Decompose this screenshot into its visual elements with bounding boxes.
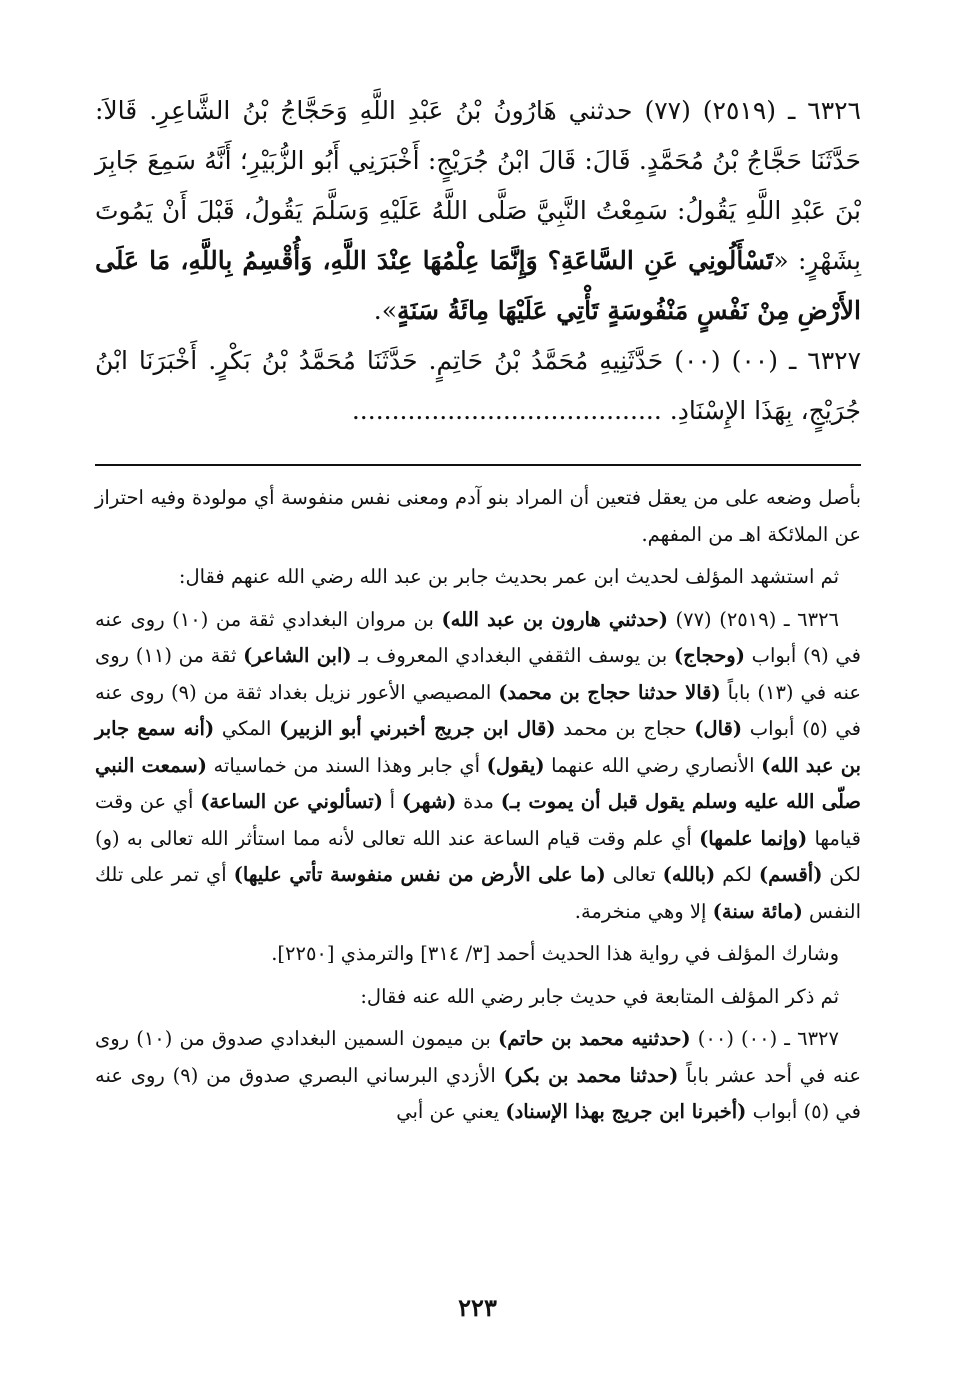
commentary-p3-b6: (قال ابن جريج أخبرني أبو الزبير) <box>279 717 556 740</box>
commentary-section <box>95 480 861 1131</box>
commentary-p3-t10: مدة <box>456 790 501 813</box>
commentary-p3-t12: أي عن وقت قيامها <box>95 790 861 850</box>
commentary-paragraph-3 <box>95 602 861 931</box>
commentary-p3-b2: (وحجاج) <box>673 644 745 667</box>
hadith-6327-line-1: ٦٣٢٧ ـ (٠٠) (٠٠) حَدَّثَنِيهِ مُحَمَّدُ بْنُ حَاتِمٍ. حَدَّثَنَا مُحَمَّدُ بْنُ بَكْرٍ. <box>208 346 861 375</box>
hadith-6326-line-5-end: ». <box>373 296 398 325</box>
commentary-p3-b3: (ابن الشاعر) <box>243 644 352 667</box>
commentary-p3-t6: حجاج بن محمد <box>555 717 695 740</box>
commentary-p6-b3: (أخبرنا ابن جريج بهذا الإسناد) <box>505 1100 747 1123</box>
commentary-p3-t5: المصيصي الأعور نزيل بغداد ثقة من (٩) روى عنه في (٥) أبواب <box>95 680 861 740</box>
commentary-p3-b11: (تسألوني عن الساعة) <box>200 790 383 813</box>
commentary-p6-b1: (حدثنيه محمد بن حاتم) <box>497 1027 691 1050</box>
commentary-p3-t17: إلا وهي منخرمة. <box>574 899 713 923</box>
commentary-p3-b7: (أنه سمع جابر بن عبد الله) <box>95 717 861 777</box>
commentary-paragraph-6 <box>95 1021 861 1131</box>
commentary-p6-t3: الأزدي البرساني البصري صدوق من (٩) روى عنه في (٥) أبواب <box>95 1063 861 1123</box>
book-page <box>95 86 861 1137</box>
commentary-p3-b16: (مائة سنة) <box>712 899 803 923</box>
commentary-p6-t1: ٦٣٢٧ ـ (٠٠) (٠٠) <box>690 1027 840 1050</box>
commentary-p3-t4: ثقة من (١١) روى عنه في (١٣) باباً <box>95 644 861 704</box>
hadith-6327-dots: ....................................... <box>351 396 662 425</box>
hadith-6326-line-1: ٦٣٢٦ ـ (٢٥١٩) (٧٧) حدثني هَارُونُ بْنُ عَبْدِ اللَّهِ وَحَجَّاجُ بْنُ الشَّاعِرِ. <box>149 96 861 125</box>
commentary-p3-b4: (قالا حدثنا حجاج بن محمد) <box>498 680 721 704</box>
commentary-p3-t1: ٦٣٢٦ ـ (٢٥١٩) (٧٧) <box>667 607 840 631</box>
hadith-6326-line-2: قَالاَ: حَدَّثَنَا حَجَّاجُ بْنُ مُحَمَّدٍ. قَالَ: قَالَ ابْنُ جُرَيْجٍ: أَخْبَرَنِي أَبُو الزُّبَيْرِ؛ أَنَّهُ سَمِعَ <box>95 96 862 175</box>
hadith-6326-matn-part-2: مِنْ نَفْسٍ مَنْفُوسَةٍ تَأْتِي عَلَيْهَا مِائَةُ سَنَةٍ <box>397 296 790 325</box>
commentary-paragraph-2: ثم استشهد المؤلف لحديث ابن عمر بحديث جابر بن عبد الله رضي الله عنهم فقال: <box>178 565 839 588</box>
commentary-p3-b15: (ما على الأرض من نفس منفوسة تأتي عليها) <box>233 863 606 886</box>
commentary-p3-t15: تعالى <box>605 863 663 886</box>
hadith-6326-matn-part-1: تَسْأَلُونِي عَنِ السَّاعَةِ؟ وَإِنَّمَا عِلْمُهَا عِنْدَ اللَّهِ، وَأُقْسِمُ بِاللَّهِ، مَا عَلَى الأَرْضِ <box>95 246 861 325</box>
commentary-p3-t2: بن مروان البغدادي ثقة من (١٠) روى عنه في (٩) أبواب <box>95 607 861 667</box>
commentary-p3-b13: (أقسم) <box>758 863 823 886</box>
hadith-6327-text <box>95 336 861 436</box>
commentary-p3-t13: أي علم وقت قيام الساعة عند الله تعالى لأنه مما استأثر الله تعالى به (و) لكن <box>95 826 861 886</box>
commentary-p3-t11: أ <box>382 790 402 813</box>
hadith-6326-line-3: جَابِرَ بْنَ عَبْدِ اللَّهِ يَقُولُ: سَمِعْتُ النَّبِيَّ صَلَّى اللَّهُ عَلَيْهِ وَسَلَّمَ يَقُولُ، قَبْلَ أَنْ يَمُوتَ <box>95 146 861 225</box>
commentary-p6-t4: يعني عن أبي <box>396 1100 506 1123</box>
commentary-p3-b10: (شهر) <box>401 790 457 813</box>
commentary-paragraph-4: وشارك المؤلف في رواية هذا الحديث أحمد [٣/ ٣١٤] والترمذي [٢٢٥٠]. <box>271 942 839 965</box>
commentary-p3-b12: (وإنما علمها) <box>699 826 808 850</box>
hadith-6326 <box>95 86 861 336</box>
commentary-p3-t16: أي تمر على تلك النفس <box>95 863 861 923</box>
page-number: ٢٢٣ <box>458 1293 497 1322</box>
commentary-p3-t9: أي جابر وهذا السند من خماسياته <box>206 753 487 777</box>
commentary-p3-b5: (قال) <box>694 717 743 740</box>
commentary-p6-b2: (حدثنا محمد بن بكر) <box>503 1063 679 1087</box>
commentary-p3-t7: المكي <box>214 717 280 740</box>
commentary-p3-b1: (حدثني هارون بن عبد الله) <box>441 607 668 631</box>
hadith-6327-line-2: أَخْبَرَنَا ابْنُ جُرَيْجٍ، بِهَذَا الإِسْنَادِ. <box>95 346 861 425</box>
footnote-divider <box>95 464 861 466</box>
commentary-p3-t8: الأنصاري رضي الله عنهما <box>544 753 762 777</box>
commentary-p3-t14: لكم <box>715 863 759 886</box>
commentary-paragraph-1: بأصل وضعه على من يعقل فتعين أن المراد بنو آدم ومعنى نفس منفوسة أي مولودة وفيه احتراز عن الملائكة اهـ من المفهم. <box>95 486 861 546</box>
commentary-p3-t3: بن يوسف الثقفي البغدادي المعروف بـ <box>351 644 674 667</box>
hadith-6326-line-4-lead: بِشَهْرٍ: « <box>773 246 861 275</box>
commentary-p3-b9: (سمعت النبي صلّى الله عليه وسلم يقول قبل أن يموت بـ) <box>95 753 861 813</box>
hadith-6326-text <box>95 86 861 336</box>
commentary-p3-b14: (بالله) <box>662 863 716 886</box>
hadith-6327 <box>95 336 861 436</box>
commentary-p6-t2: بن ميمون السمين البغدادي صدوق من (١٠) روى عنه في أحد عشر باباً <box>95 1027 862 1087</box>
commentary-p3-b8: (يقول) <box>486 753 545 777</box>
commentary-paragraph-5: ثم ذكر المؤلف المتابعة في حديث جابر رضي الله عنه فقال: <box>360 984 839 1008</box>
